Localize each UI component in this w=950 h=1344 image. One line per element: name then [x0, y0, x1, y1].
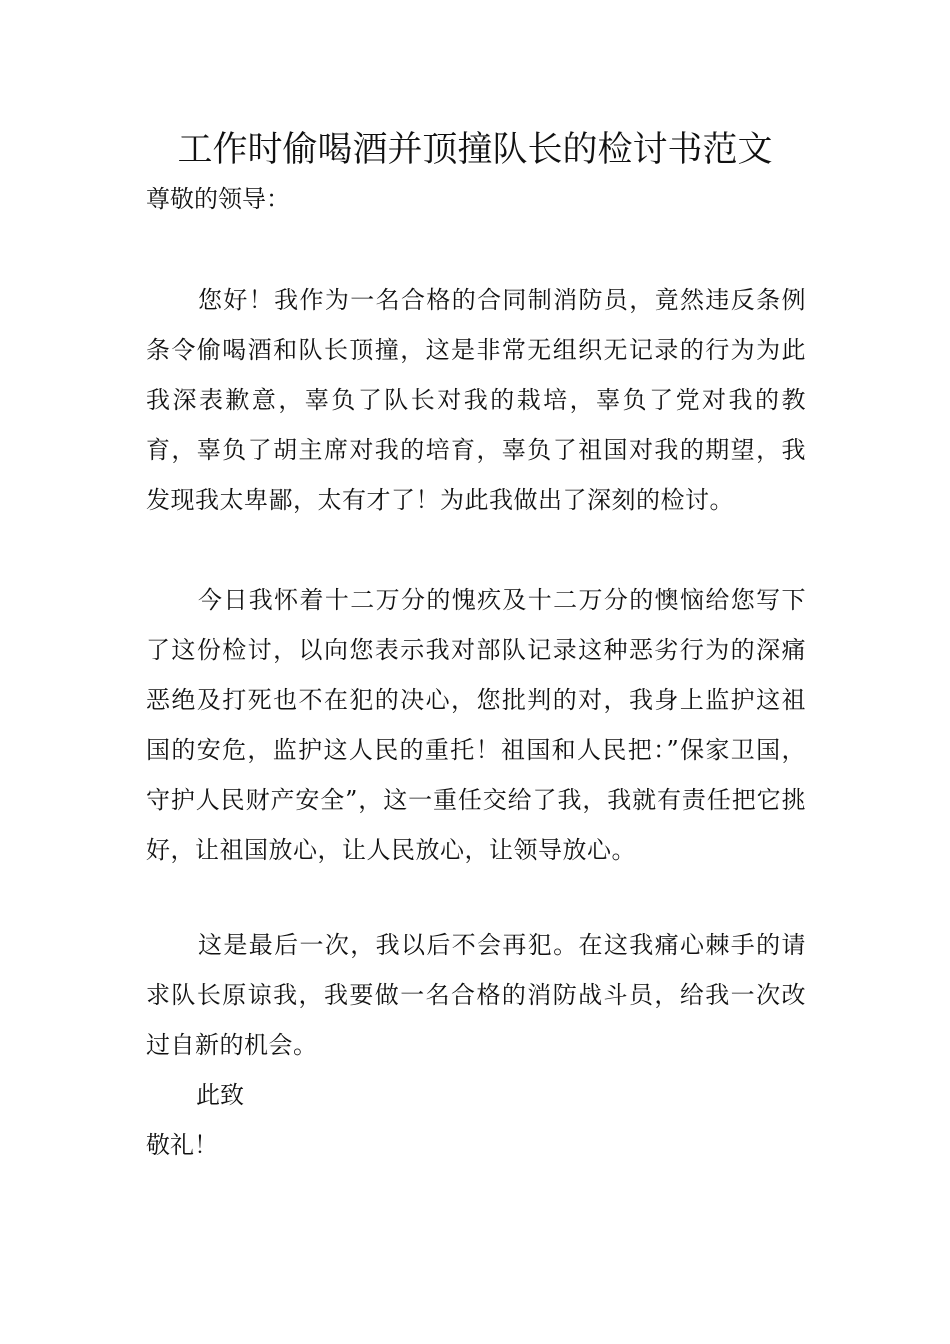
- page-title: 工作时偷喝酒并顶撞队长的检讨书范文: [177, 130, 773, 170]
- closing-line: 此致: [196, 1081, 244, 1109]
- body-paragraph-2: 今日我怀着十二万分的愧疚及十二万分的懊恼给您写下了这份检讨，以向您表示我对部队记录这种恶劣行为的深痛恶绝及打死也不在犯的决心，您批判的对，我身上监护这祖国的安危，监护这人民的重托！祖国和人民把：”保家卫国，守护人民财产安全”，这一重任交给了我，我就有责任把它挑好，让祖国放心，让人民放心，让领导放心。: [146, 586, 806, 864]
- body-paragraph-3: 这是最后一次，我以后不会再犯。在这我痛心棘手的请求队长原谅我，我要做一名合格的消防战斗员，给我一次改过自新的机会。: [146, 931, 806, 1059]
- regards-line: 敬礼！: [146, 1131, 218, 1159]
- body-paragraph-1: 您好！我作为一名合格的合同制消防员，竟然违反条例条令偷喝酒和队长顶撞，这是非常无组织无记录的行为为此我深表歉意，辜负了队长对我的栽培，辜负了党对我的教育，辜负了胡主席对我的培育，辜负了祖国对我的期望，我发现我太卑鄙，太有才了！为此我做出了深刻的检讨。: [146, 286, 806, 514]
- salutation: 尊敬的领导：: [146, 185, 290, 213]
